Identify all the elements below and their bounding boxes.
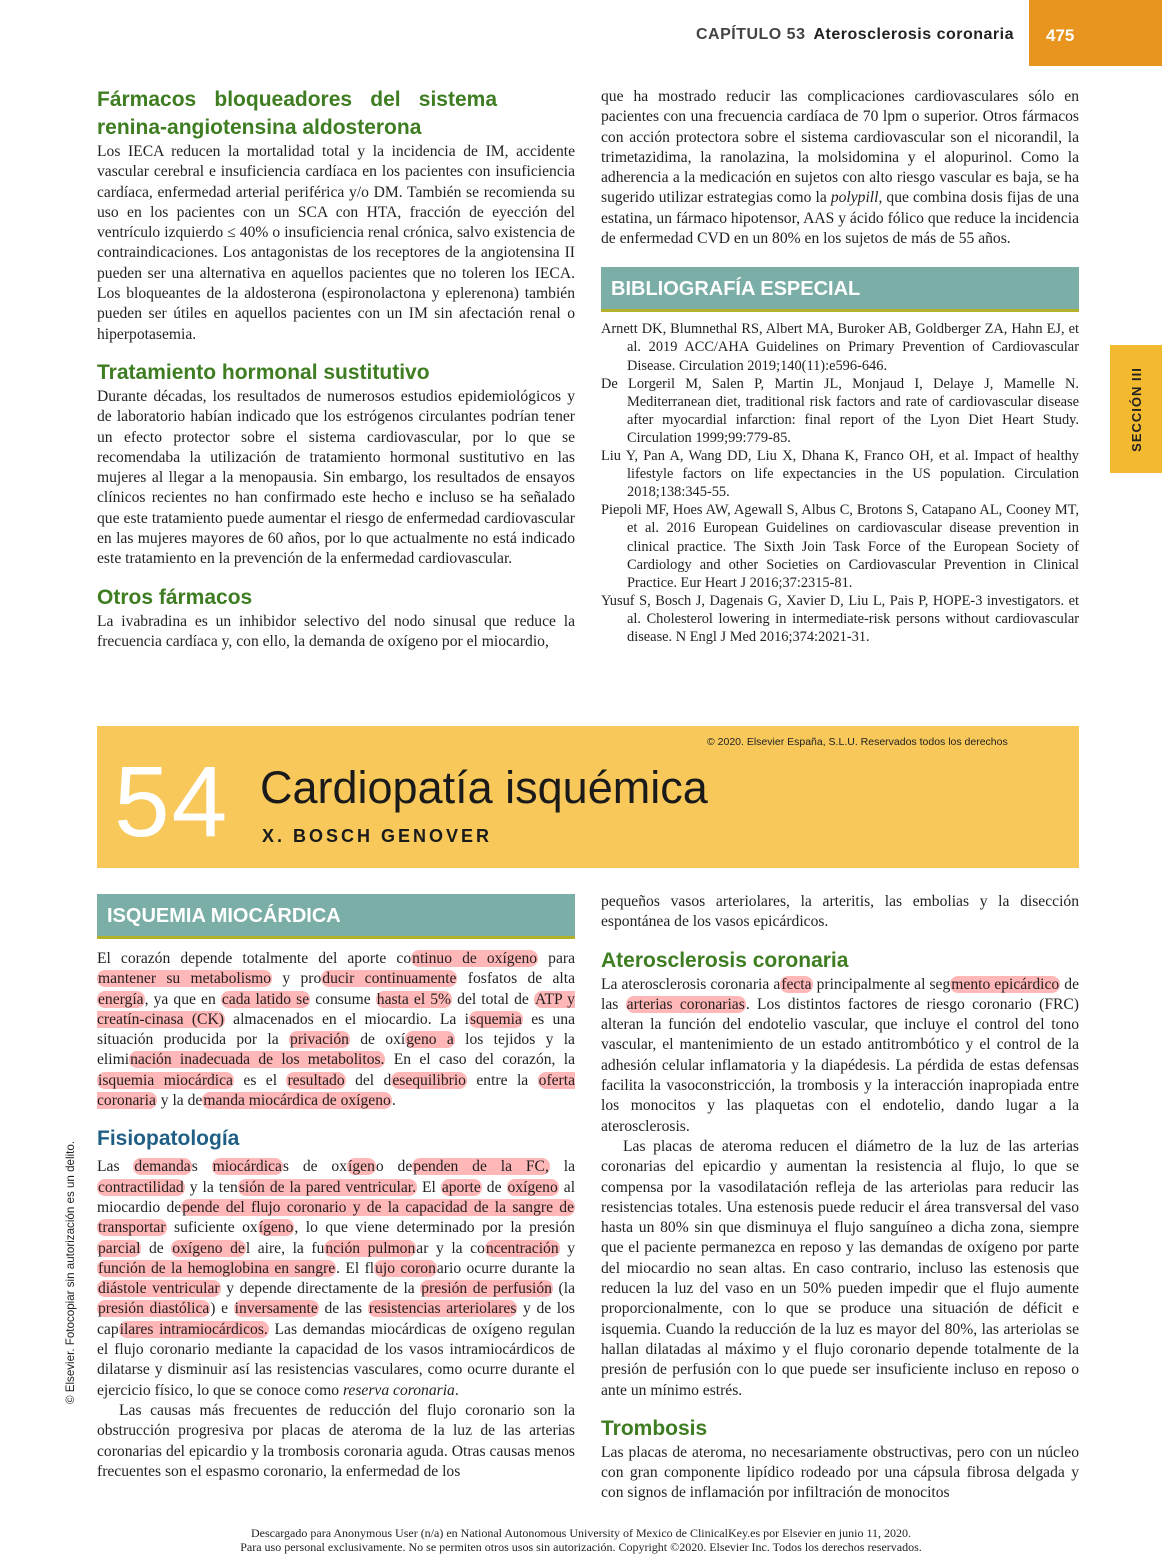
bottom-left-column xyxy=(97,894,575,1482)
footer-line-2: Para uso personal exclusivamente. No se permiten otros usos sin autorización. Copyright ©2020. Elsevier Inc. Todos los derechos reservados. xyxy=(240,1540,922,1554)
running-header xyxy=(696,26,1014,44)
paragraph-tratamiento-hormonal: Durante décadas, los resultados de numerosos estudios epidemiológicos y de laboratorio habían indicado que los estrógenos circulantes podrían tener un efecto protector sobre el sistema cardiovascular, por lo que se recomendaba la utilización de tratamiento hormonal sustitutivo en las mujeres al llegar a la menopausia. Sin embargo, los resultados de ensayos clínicos recientes no han confirmado este hecho e incluso se ha señalado que este tratamiento puede aumentar el riesgo de enfermedad cardiovascular en las mujeres mayores de 60 años, por lo que actualmente no está indicado este tratamiento en la prevención de la enfermedad cardiovascular. xyxy=(97,387,575,568)
footer-line-1: Descargado para Anonymous User (n/a) en National Autonomous University of Mexico de ClinicalKey.es por Elsevier en junio 11, 2020. xyxy=(250,1526,912,1540)
paragraph-pequenos-vasos: pequeños vasos arteriolares, la arteritis, las embolias y la disección espontánea de los vasos epicárdicos. xyxy=(601,893,1079,931)
download-footer xyxy=(0,1526,1162,1554)
paragraph-aterosclerosis: La aterosclerosis coronaria afecta principalmente al segmento epicárdico de las arterias coronarias. Los distintos factores de riesgo coronario (FRC) alteran la función del endotelio vascular, que incluye el control del tono vascular, el mantenimiento de un estado antitrombótico y el control de la adhesión celular inflamatoria y la diapédesis. La pérdida de estas defensas facilita la vasoconstricción, la trombosis y la interacción inapropiada entre los monocitos y las plaquetas con el endotelio, dando lugar a la aterosclerosis. xyxy=(601,975,1079,1135)
paragraph-causas: Las causas más frecuentes de reducción del flujo coronario son la obstrucción progresiva por placas de ateroma de la luz de las arterias coronarias del epicardio y la trombosis coronaria aguda. Otras causas menos frecuentes son el espasmo coronario, la enfermedad de los xyxy=(97,1401,575,1480)
reference-item: Piepoli MF, Hoes AW, Agewall S, Albus C, Brotons S, Catapano AL, Cooney MT, et al. 2016 European Guidelines on cardiovascular disease prevention in clinical practice. The Sixth Join Task Force of the European Society of Cardiology and other Societies on Cardiovascular Prevention in Clinical Practice. Eur Heart J 2016;37:2315-81. xyxy=(601,502,1079,591)
top-left-column xyxy=(97,86,575,652)
heading-trombosis: Trombosis xyxy=(601,1416,708,1440)
section-tab-label: SECCIÓN III xyxy=(1128,366,1144,452)
heading-farmacos-bloqueadores: Fármacos bloqueadores del sistema renina-angiotensina aldosterona xyxy=(97,88,497,139)
header-chapter-name: Aterosclerosis coronaria xyxy=(813,26,1014,43)
reference-item: Arnett DK, Blumnethal RS, Albert MA, Buroker AB, Goldberger ZA, Hahn EJ, et al. 2019 ACC/AHA Guidelines on Primary Prevention of Cardiovascular Disease. Circulation 2019;140(11):e596-646. xyxy=(601,321,1079,374)
copyright-side-note: © Elsevier. Fotocopiar sin autorización es un delito. xyxy=(64,1140,78,1405)
header-chapter-prefix: CAPÍTULO 53 xyxy=(695,26,806,43)
page-number: 475 xyxy=(1046,26,1075,45)
heading-aterosclerosis-coronaria: Aterosclerosis coronaria xyxy=(601,948,849,972)
reference-item: Liu Y, Pan A, Wang DD, Liu X, Dhana K, Franco OH, et al. Impact of healthy lifestyle factors on life expectancies in the US population. Circulation 2018;138:345-55. xyxy=(601,448,1079,501)
paragraph-placas-ateroma: Las placas de ateroma reducen el diámetro de la luz de las arterias coronarias del epicardio y aumentan la resistencia al flujo, lo que se compensa por la vasodilatación refleja de las arteriolas para reducir las resistencias totales. Una estenosis puede reducir el área transversal del vaso hasta un 80% sin que disminuya el flujo sanguíneo a dicha zona, siempre que el paciente permanezca en reposo y las demandas de oxígeno por parte del miocardio no sean altas. En caso contrario, incluso las estenosis que reducen la luz del vaso en un 50% pueden impedir que el flujo aumente proporcionalmente, con lo que se produce una situación de déficit e isquemia. Cuando la reducción de la luz es mayor del 80%, las arteriolas se hallan dilatadas al máximo y el flujo coronario depende totalmente de la presión de perfusión con lo que puede ser insuficiente incluso en reposo o ante un mínimo estrés. xyxy=(601,1137,1079,1399)
chapter-title: Cardiopatía isquémica xyxy=(260,762,708,813)
bibliography-banner: BIBLIOGRAFÍA ESPECIAL xyxy=(601,267,1079,312)
paragraph-ieca: Los IECA reducen la mortalidad total y la incidencia de IM, accidente vascular cerebral e insuficiencia cardíaca en los pacientes con insuficiencia cardíaca, enfermedad arterial periférica y/o DM. También se recomienda su uso en los pacientes con un SCA con HTA, fracción de eyección del ventrículo izquierdo ≤ 40% o insuficiencia renal crónica, salvo existencia de contraindicaciones. Los antagonistas de los receptores de la angiotensina II pueden ser una alternativa en aquellos pacientes que no toleren los IECA. Los bloqueantes de la aldosterona (espironolactona y eplerenona) también pueden ser útiles en aquellos pacientes con un IM sin afectación renal o hiperpotasemia. xyxy=(97,143,575,343)
bottom-right-column xyxy=(601,892,1079,1504)
copyright-side-note-wrap xyxy=(58,1045,84,1500)
paragraph-trombosis: Las placas de ateroma, no necesariamente obstructivas, pero con un núcleo con gran componente lipídico rodeado por una cápsula fibrosa delgada y con signos de inflamación por infiltración de monocitos xyxy=(601,1443,1079,1502)
heading-otros-farmacos: Otros fármacos xyxy=(97,585,253,609)
top-right-column xyxy=(601,87,1079,646)
reference-list xyxy=(601,320,1079,646)
paragraph-otros-farmacos: La ivabradina es un inhibidor selectivo del nodo sinusal que reduce la frecuencia cardíaca y, con ello, la demanda de oxígeno por el miocardio, xyxy=(97,612,575,650)
heading-fisiopatologia: Fisiopatología xyxy=(97,1127,240,1151)
isquemia-banner: ISQUEMIA MIOCÁRDICA xyxy=(97,894,575,939)
paragraph-isquemia: El corazón depende totalmente del aporte continuo de oxígeno para mantener su metabolismo y producir continuamente fosfatos de alta energía, ya que en cada latido se consume hasta el 5% del total de ATP y creatín-cinasa (CK) almacenados en el miocardio. La isquemia es una situación producida por la privación de oxígeno a los tejidos y la eliminación inadecuada de los metabolitos. En el caso del corazón, la isquemia miocárdica es el resultado del desequilibrio entre la oferta coronaria y la demanda miocárdica de oxígeno. xyxy=(97,950,575,1110)
chapter-number: 54 xyxy=(114,746,230,858)
polypill-term: polypill, xyxy=(830,189,883,207)
chapter-copyright: © 2020. Elsevier España, S.L.U. Reservados todos los derechos xyxy=(707,736,1008,748)
reference-item: De Lorgeril M, Salen P, Martin JL, Monjaud I, Delaye J, Mamelle N. Mediterranean diet, traditional risk factors and rate of cardiovascular disease after myocardial infarction: final report of the Lyon Diet Heart Study. Circulation 1999;99:779-85. xyxy=(601,375,1079,446)
reference-item: Yusuf S, Bosch J, Dagenais G, Xavier D, Liu L, Pais P, HOPE-3 investigators. et al. Cholesterol lowering in intermediate-risk persons without cardiovascular disease. N Engl J Med 2016;374:2021-31. xyxy=(601,592,1079,645)
section-tab-label-wrap xyxy=(1110,345,1162,473)
chapter-author: X. BOSCH GENOVER xyxy=(262,826,493,846)
paragraph-polypill: que ha mostrado reducir las complicaciones cardiovasculares sólo en pacientes con una frecuencia cardíaca de 70 lpm o superior. Otros fármacos con acción protectora sobre el sistema cardiovascular son el nicorandil, la trimetazidima, la ranolazina, la molsidomina y el alopurinol. Como la adherencia a la medicación en sujetos con alto riesgo vascular es baja, se ha sugerido utilizar estrategias como la polypill, que combina dosis fijas de una estatina, un fármaco hipotensor, AAS y ácido fólico que reduce la incidencia de enfermedad CVD en un 80% en los sujetos de más de 55 años. xyxy=(601,88,1079,248)
heading-tratamiento-hormonal: Tratamiento hormonal sustitutivo xyxy=(97,360,430,384)
paragraph-fisiopatologia: Las demandas miocárdicas de oxígeno dependen de la FC, la contractilidad y la tensión de la pared ventricular. El aporte de oxígeno al miocardio depende del flujo coronario y de la capacidad de la sangre de transportar suficiente oxígeno, lo que viene determinado por la presión parcial de oxígeno del aire, la función pulmonar y la concentración y función de la hemoglobina en sangre. El flujo coronario ocurre durante la diástole ventricular y depende directamente de la presión de perfusión (la presión diastólica) e inversamente de las resistencias arteriolares y de los capilares intramiocárdicos. Las demandas miocárdicas de oxígeno regulan el flujo coronario mediante la capacidad de los vasos intramiocárdicos de dilatarse y disminuir así las resistencias vasculares, como ocurre durante el ejercicio físico, lo que se conoce como reserva coronaria. xyxy=(97,1158,576,1399)
